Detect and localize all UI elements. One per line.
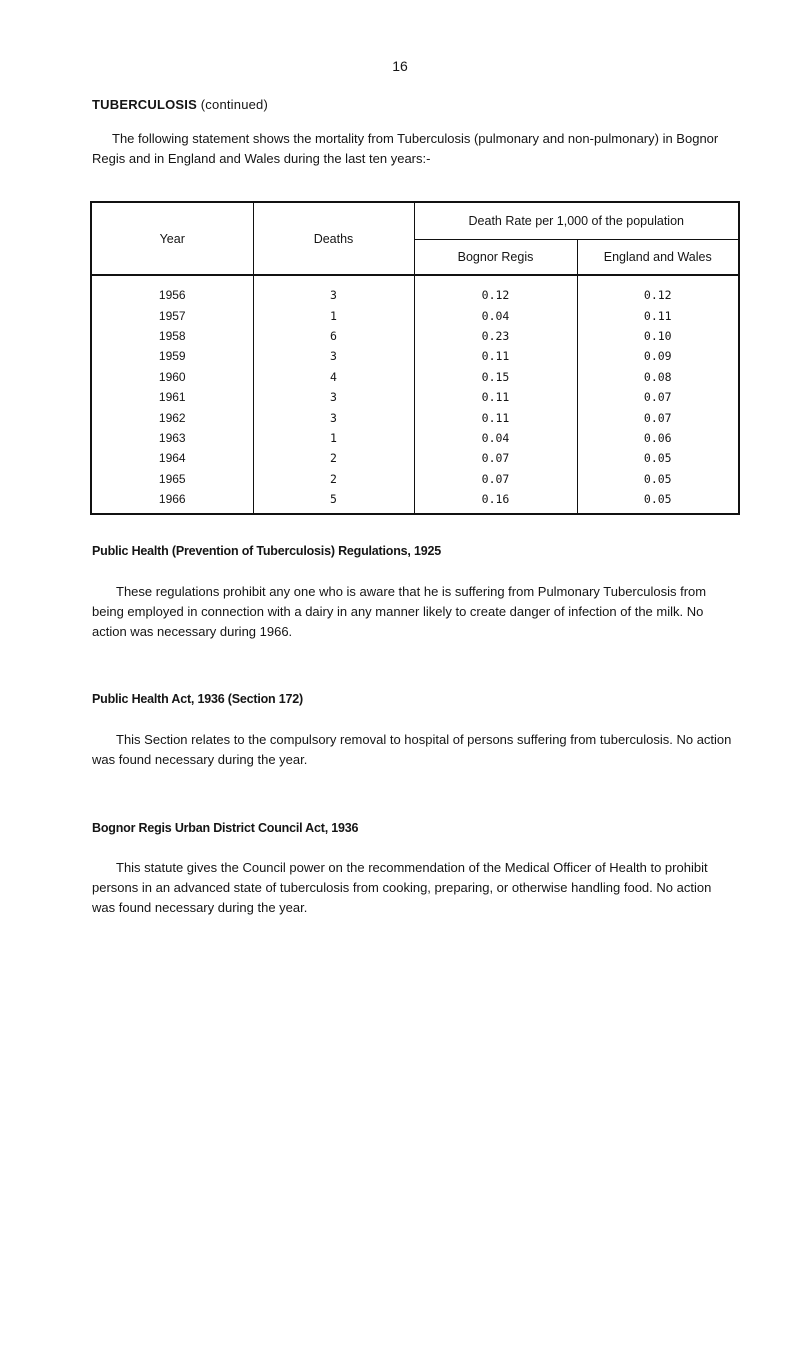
page-number: 16 [392,58,408,74]
heading-subtitle: (continued) [200,97,269,112]
heading-title: TUBERCULOSIS [92,97,197,112]
header-death-rate-group: Death Rate per 1,000 of the population [414,202,739,240]
cell-year: 1966 [91,489,253,514]
cell-bognor-rate: 0.07 [414,469,577,489]
cell-deaths: 3 [253,346,414,366]
cell-deaths: 1 [253,305,414,325]
mortality-table [90,201,740,515]
section-body-council-act: This statute gives the Council power on the recommendation of the Medical Officer of Health to prohibit persons in an advanced state of tuberculosis from cooking, preparing, or otherwise handling food. No action was found necessary during the year. [92,860,712,915]
cell-bognor-rate: 0.15 [414,367,577,387]
header-bognor-regis: Bognor Regis [414,240,577,276]
cell-deaths: 5 [253,489,414,514]
cell-deaths: 3 [253,275,414,305]
page-heading [92,97,268,112]
cell-deaths: 4 [253,367,414,387]
cell-bognor-rate: 0.07 [414,448,577,468]
cell-england-rate: 0.10 [577,326,739,346]
cell-year: 1959 [91,346,253,366]
cell-england-rate: 0.07 [577,387,739,407]
cell-deaths: 6 [253,326,414,346]
cell-bognor-rate: 0.04 [414,305,577,325]
header-year: Year [91,202,253,275]
cell-year: 1963 [91,428,253,448]
cell-year: 1960 [91,367,253,387]
table-row [91,489,739,514]
table-row [91,428,739,448]
cell-england-rate: 0.07 [577,407,739,427]
table-row [91,469,739,489]
cell-deaths: 2 [253,469,414,489]
cell-bognor-rate: 0.11 [414,387,577,407]
cell-england-rate: 0.12 [577,275,739,305]
cell-bognor-rate: 0.11 [414,407,577,427]
cell-england-rate: 0.11 [577,305,739,325]
cell-deaths: 2 [253,448,414,468]
section-title-public-health-act: Public Health Act, 1936 (Section 172) [92,692,303,706]
cell-deaths: 1 [253,428,414,448]
cell-england-rate: 0.09 [577,346,739,366]
header-england-wales: England and Wales [577,240,739,276]
cell-year: 1962 [91,407,253,427]
cell-bognor-rate: 0.23 [414,326,577,346]
table-row [91,407,739,427]
cell-year: 1958 [91,326,253,346]
cell-england-rate: 0.05 [577,469,739,489]
table-row [91,387,739,407]
cell-year: 1956 [91,275,253,305]
cell-deaths: 3 [253,387,414,407]
cell-year: 1957 [91,305,253,325]
table-row [91,326,739,346]
cell-bognor-rate: 0.12 [414,275,577,305]
section-title-prevention-regulations: Public Health (Prevention of Tuberculosis) Regulations, 1925 [92,544,441,558]
table-row [91,305,739,325]
cell-bognor-rate: 0.16 [414,489,577,514]
table-row [91,367,739,387]
table-row [91,448,739,468]
cell-england-rate: 0.05 [577,489,739,514]
cell-year: 1964 [91,448,253,468]
section-body-prevention-regulations: These regulations prohibit any one who is aware that he is suffering from Pulmonary Tuberculosis from being employed in connection with a dairy in any manner likely to create danger of infection of the milk. No action was necessary during 1966. [92,584,707,639]
cell-england-rate: 0.08 [577,367,739,387]
section-body-public-health-act: This Section relates to the compulsory removal to hospital of persons suffering from tuberculosis. No action was found necessary during the year. [92,732,732,767]
cell-england-rate: 0.05 [577,448,739,468]
cell-england-rate: 0.06 [577,428,739,448]
cell-bognor-rate: 0.04 [414,428,577,448]
cell-deaths: 3 [253,407,414,427]
cell-bognor-rate: 0.11 [414,346,577,366]
cell-year: 1961 [91,387,253,407]
table-row [91,346,739,366]
intro-paragraph: The following statement shows the mortality from Tuberculosis (pulmonary and non-pulmonary) in Bognor Regis and in England and Wales during the last ten years:- [92,131,719,166]
cell-year: 1965 [91,469,253,489]
section-title-council-act: Bognor Regis Urban District Council Act, 1936 [92,821,359,835]
header-deaths: Deaths [253,202,414,275]
table-row [91,275,739,305]
